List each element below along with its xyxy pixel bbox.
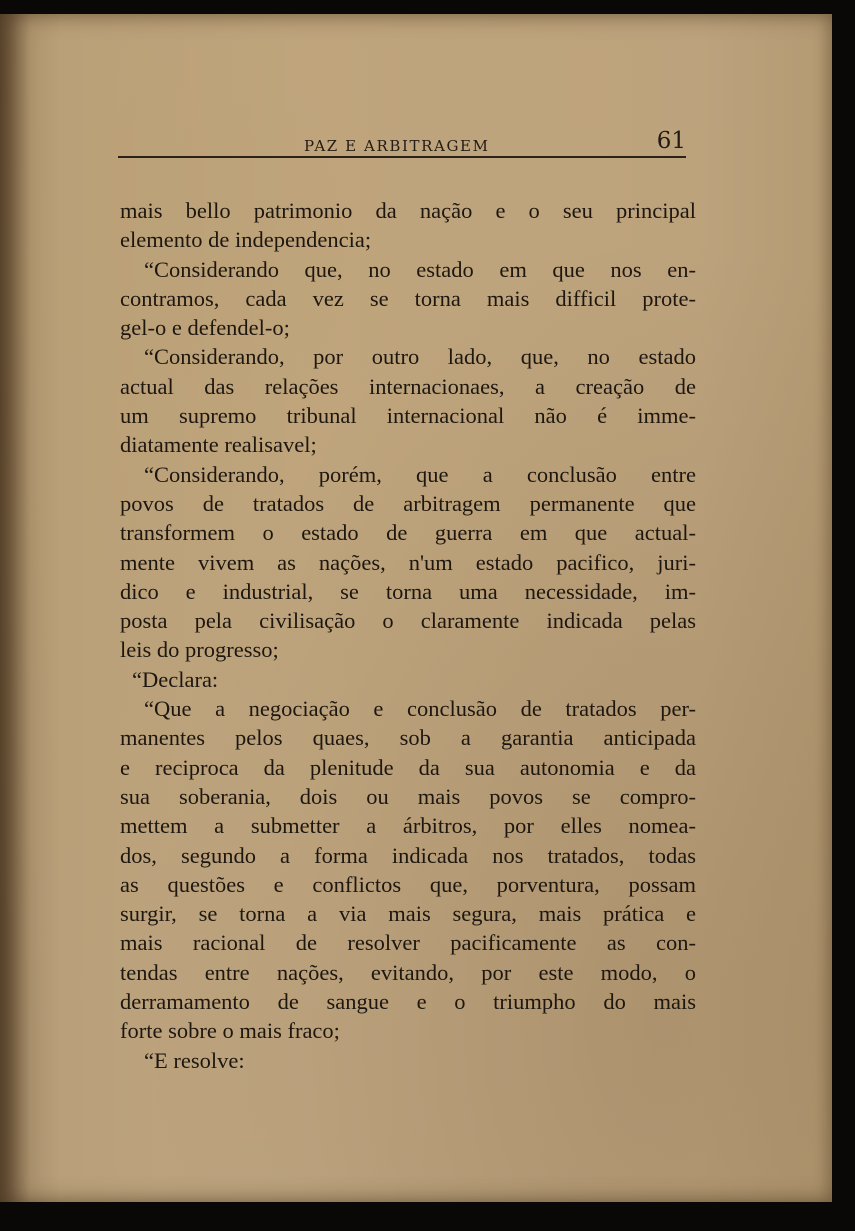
book-page xyxy=(0,14,832,1202)
text-line: mais racional de resolver pacificamente as con- xyxy=(120,930,696,956)
text-line: “Considerando que, no estado em que nos en- xyxy=(144,256,696,282)
page-spine-shadow xyxy=(0,14,30,1202)
text-line: dos, segundo a forma indicada nos tratados, todas xyxy=(120,842,696,868)
page-number: 61 xyxy=(656,128,686,154)
text-line: “Considerando, porém, que a conclusão entre xyxy=(144,461,696,487)
text-line: “Que a negociação e conclusão de tratados per- xyxy=(144,696,696,722)
text-line: mente vivem as nações, n'um estado pacifico, juri- xyxy=(120,549,696,575)
text-line: manentes pelos quaes, sob a garantia anticipada xyxy=(120,725,696,751)
text-line: mais bello patrimonio da nação e o seu principal xyxy=(120,198,696,223)
text-line: e reciproca da plenitude da sua autonomia e da xyxy=(120,754,696,780)
text-line: actual das relações internacionaes, a creação de xyxy=(120,373,696,399)
text-line: “Considerando, por outro lado, que, no estado xyxy=(144,344,696,370)
text-line: “Declara: xyxy=(132,666,219,692)
text-line: elemento de independencia; xyxy=(120,227,372,253)
text-line: dico e industrial, se torna uma necessidade, im- xyxy=(120,578,696,604)
text-line: derramamento de sangue e o triumpho do mais xyxy=(120,989,696,1015)
text-line: povos de tratados de arbitragem permanente que xyxy=(120,490,696,516)
text-line: gel-o e defendel-o; xyxy=(120,315,290,341)
text-line: as questões e conflictos que, porventura, possam xyxy=(120,871,696,897)
text-line: contramos, cada vez se torna mais difficil prote- xyxy=(120,285,696,311)
text-line: posta pela civilisação o claramente indicada pelas xyxy=(120,608,696,634)
text-line: sua soberania, dois ou mais povos se compro- xyxy=(120,783,696,809)
text-line: tendas entre nações, evitando, por este modo, o xyxy=(120,959,696,985)
text-line: mettem a submetter a árbitros, por elles nomea- xyxy=(120,813,696,839)
text-line: leis do progresso; xyxy=(120,637,279,663)
text-line: forte sobre o mais fraco; xyxy=(120,1018,340,1044)
body-text xyxy=(120,196,696,1075)
text-line: transformem o estado de guerra em que actual- xyxy=(120,520,696,546)
text-line: “E resolve: xyxy=(144,1047,245,1073)
running-header xyxy=(118,126,686,158)
text-line: diatamente realisavel; xyxy=(120,432,317,458)
text-line: um supremo tribunal internacional não é imme- xyxy=(120,403,696,429)
text-line: surgir, se torna a via mais segura, mais prática e xyxy=(120,901,696,927)
running-title: PAZ E ARBITRAGEM xyxy=(304,137,490,155)
